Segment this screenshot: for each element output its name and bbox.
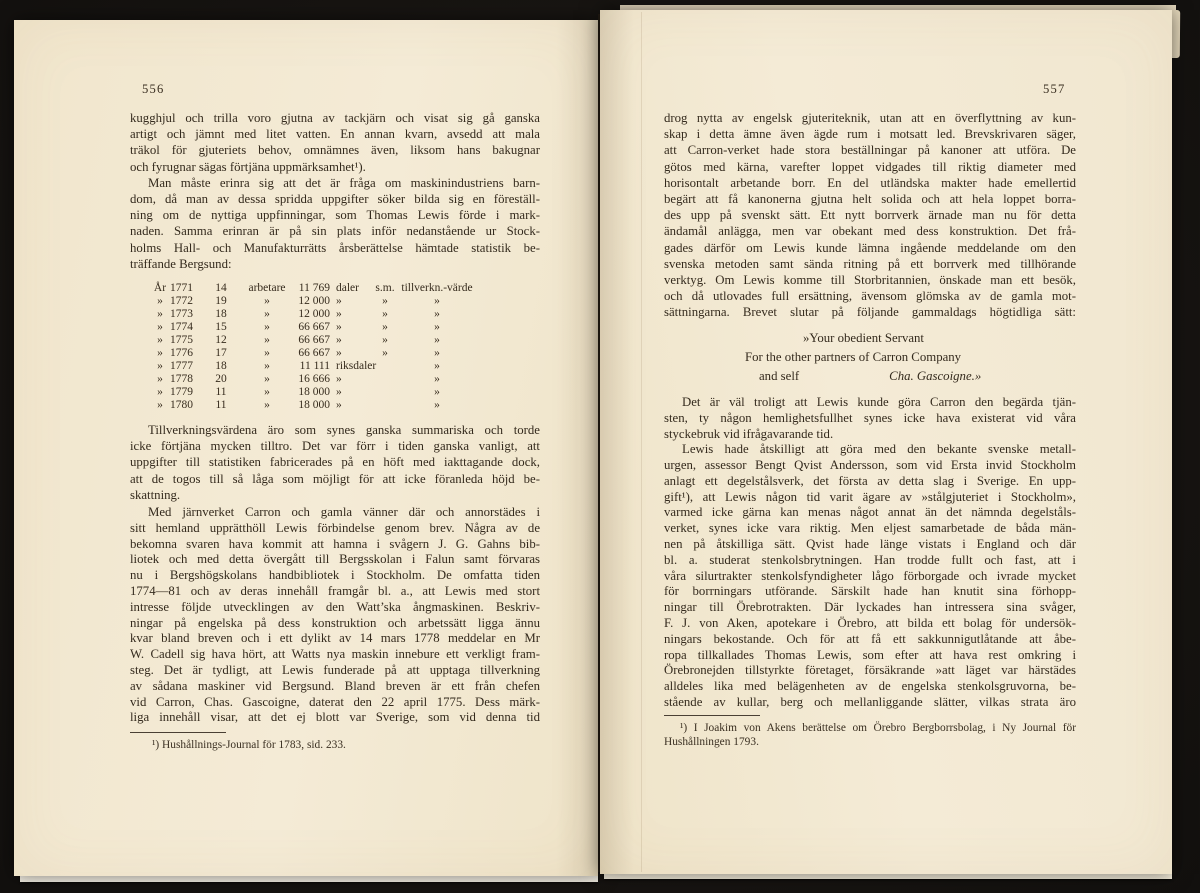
table-cell: 19 <box>215 295 227 308</box>
page-crease <box>641 12 642 872</box>
table-row <box>150 308 540 321</box>
table-cell: 11 769 <box>298 282 330 295</box>
table-cell: 1775 <box>170 334 193 347</box>
table-row <box>150 399 540 412</box>
table-cell: 11 <box>215 399 227 412</box>
table-cell: » <box>264 360 270 373</box>
text-line: kugghjul och trilla voro gjutna av tackjärn och visat sig gå ganska <box>130 111 540 125</box>
table-cell: » <box>264 295 270 308</box>
text-line: horisontalt arbetande borr. En del utländska makter hade emellertid <box>664 175 1076 190</box>
text-line: träkol för gjuteriets behov, omnämnes även, liksom hans bakugnar <box>130 143 540 158</box>
table-cell: 1771 <box>170 282 193 295</box>
table-cell: arbetare <box>248 282 286 295</box>
text-line: och då utlovades full ersättning, ävensom glömska av de gamla mot- <box>664 289 1076 304</box>
table-cell: 66 667 <box>298 347 330 360</box>
table-cell: » <box>157 295 163 308</box>
text-line: styckebruk vid ifrågavarande tid. <box>664 427 834 442</box>
table-row <box>150 295 540 308</box>
table-cell: » <box>434 347 440 360</box>
table-cell: » <box>336 321 342 334</box>
text-line: uppgifter till statistiken fabricerades på en höft med iakttagande dock, <box>130 455 540 470</box>
page-number-left: 556 <box>142 82 165 96</box>
text-line: götos med kärna, varefter loppet vidgades till riktig diameter med <box>664 159 1076 174</box>
table-cell: » <box>264 321 270 334</box>
text-line: kvar bland breven och i ett dylikt av 14 mars 1778 meddelar en Mr <box>130 631 540 646</box>
text-line: anlagt ett degelstålsverk, det första av detta slag i Sverige. En upp- <box>664 473 1076 488</box>
table-cell: 11 111 <box>299 360 330 373</box>
quote-and-self: and self <box>759 368 800 383</box>
text-line: bekomna svaren hava kommit att hamna i svågern J. G. Gahns bib- <box>130 536 540 551</box>
letter-closing-quote <box>664 329 1076 386</box>
table-row <box>150 347 540 360</box>
table-cell: » <box>157 360 163 373</box>
text-line: naden. Samma erinran är på sin plats inför nedanstående ur Stock- <box>130 224 540 239</box>
table-cell: tillverkn.-värde <box>401 282 473 295</box>
table-cell: 1776 <box>170 347 193 360</box>
table-cell: » <box>434 295 440 308</box>
text-line: W. Cadell sig hava hört, att Watts nya maskin innebure ett verkligt fram- <box>130 647 540 662</box>
text-line: stående av kullar, berg och mellanliggande slätter, vilkas strata äro <box>664 695 1076 709</box>
text-line: bl. a. studerat stenkolsbrytningen. Han trodde fullt och fast, att i <box>664 552 1076 567</box>
table-cell: 16 666 <box>298 373 330 386</box>
table-cell: » <box>157 334 163 347</box>
text-line: Tillverkningsvärdena äro som synes ganska summariska och torde <box>148 423 540 438</box>
text-line: varmed icke gärna kan menas något annat än det nämnda degelståls- <box>664 505 1076 520</box>
text-line: verket, synes icke vara riktig. Men eljest samarbetade de båda män- <box>664 521 1076 536</box>
text-line: vid Carron, Chas. Gascoigne, daterat den 22 april 1775. Dess märk- <box>130 694 540 709</box>
text-line: Lewis hade åtskilligt att göra med den bekante svenske metall- <box>682 442 1076 457</box>
right-page-text <box>664 110 1076 749</box>
table-cell: 1773 <box>170 308 193 321</box>
text-line: Med järnverket Carron och gamla vänner där och annorstädes i <box>148 505 540 520</box>
text-line: ändamål anlägga, men var obekant med dess konstruktion. Det frå- <box>664 224 1076 239</box>
table-cell: » <box>382 308 388 321</box>
text-line: sten, ty någon hemlighetsfullhet synes icke hava existerat vid våra <box>664 410 1076 425</box>
text-line: ¹) Hushållnings-Journal för 1783, sid. 233. <box>152 739 346 752</box>
left-page-text <box>130 110 540 752</box>
table-row <box>150 360 540 373</box>
text-line: begärt att få kanonerna gjutna helt solida och att hela loppet borra- <box>664 192 1076 207</box>
paragraph <box>664 394 1076 443</box>
table-cell: 1772 <box>170 295 193 308</box>
table-cell: » <box>382 347 388 360</box>
table-cell: » <box>157 308 163 321</box>
quote-line: »Your obedient Servant <box>803 330 924 345</box>
table-cell: 66 667 <box>298 334 330 347</box>
footnote <box>664 715 1076 749</box>
paragraph <box>130 422 540 503</box>
table-cell: » <box>434 321 440 334</box>
text-line: att de togos till så låga som möjligt för att icke föranleda höjd be- <box>130 471 540 486</box>
table-cell: » <box>382 334 388 347</box>
table-cell: År <box>153 282 167 295</box>
text-line: nen på åtskilliga sätt. Qvist hade länge vistats i England och där <box>664 537 1076 552</box>
text-line: alldeles lika med belägenheten av de engelska stenkolsgruvorna, be- <box>664 679 1076 694</box>
text-line: ¹) I Joakim von Akens berättelse om Örebro Bergborrsbolag, i Ny Journal för <box>680 721 1076 734</box>
paragraph <box>664 110 1076 321</box>
table-cell: 1774 <box>170 321 193 334</box>
table-cell: » <box>157 373 163 386</box>
text-line: ropa tillkallades Thomas Lewis, som efter att hava rest omkring i <box>664 647 1076 662</box>
table-row <box>150 321 540 334</box>
text-line: av sådana maskiner vid Bergsund. Bland breven är ett från chefen <box>130 678 540 693</box>
text-line: sitt hemland upprätthöll Lewis förbindelse genom brev. Några av de <box>130 520 540 535</box>
text-line: för borrningars utförande. Särskilt hade han knutit sina förhopp- <box>664 584 1076 599</box>
text-line: Man måste erinra sig att det är fråga om maskinindustriens barn- <box>148 175 540 190</box>
text-line: Örebronejden tillstyrkte företaget, försäkrande »att läget var härstädes <box>664 663 1076 678</box>
quote-signature: Cha. Gascoigne.» <box>889 368 982 383</box>
table-cell: » <box>434 373 440 386</box>
table-cell <box>370 386 400 399</box>
table-cell: » <box>434 399 440 412</box>
table-cell: 11 <box>215 386 227 399</box>
text-line: gift¹), att Lewis någon tid varit ägare av »stålgjuteriet i Stockholm», <box>664 489 1076 504</box>
table-cell: 14 <box>215 282 227 295</box>
paragraph <box>130 175 540 272</box>
footnote-rule <box>130 732 226 733</box>
table-cell: » <box>434 386 440 399</box>
table-cell: » <box>157 386 163 399</box>
paragraph <box>130 110 540 175</box>
table-cell: » <box>434 360 440 373</box>
table-cell: » <box>264 373 270 386</box>
text-line: nu i Bergshögskolans handbibliotek i Stockholm. De omfatta tiden <box>130 568 540 583</box>
statistics-table <box>150 282 540 412</box>
text-line: holms Hall- och Manufakturrätts årsberättelse hämtade statistik be- <box>130 240 540 255</box>
quote-line: For the other partners of Carron Company <box>745 349 962 364</box>
text-line: verktyg. Om Lewis komme till Storbritannien, önskade man ett besök, <box>664 273 1076 288</box>
table-cell: 18 <box>215 360 227 373</box>
text-line: urgen, assessor Bengt Qvist Andersson, som vid Ersta invid Stockholm <box>664 458 1076 473</box>
text-line: artigt och jämnt med litet vatten. En annan kvarn, avsedd att mala <box>130 127 540 142</box>
table-cell <box>370 360 400 373</box>
underpage-edge-bottom-left <box>20 875 598 882</box>
table-cell: » <box>157 347 163 360</box>
table-cell: » <box>264 308 270 321</box>
table-cell: » <box>434 308 440 321</box>
text-line: des upp på svenskt sätt. Ett nytt borrverk ärnade man nu för detta <box>664 208 1076 223</box>
table-cell: 18 000 <box>298 399 330 412</box>
table-cell: 12 000 <box>298 308 330 321</box>
table-cell: » <box>382 321 388 334</box>
table-cell: daler <box>336 282 359 295</box>
text-line: ning om de nyttiga uppfinningar, som Thomas Lewis förde i mark- <box>130 208 540 223</box>
table-cell: 12 000 <box>298 295 330 308</box>
table-row <box>150 334 540 347</box>
paragraph <box>130 505 540 726</box>
table-cell: 18 000 <box>298 386 330 399</box>
table-cell: 20 <box>215 373 227 386</box>
text-line: ningar på engelska på dess konstruktion och arbetssätt ligga ännu <box>130 615 540 630</box>
footnote <box>130 732 540 752</box>
book-gutter <box>598 14 600 872</box>
text-line: sättningarna. Brevet slutar på följande gammaldags högtidliga sätt: <box>664 305 1076 320</box>
quote-line <box>664 367 1076 386</box>
text-line: skap i detta ämne även ägde rum i motsatt led. Brevskrivaren säger, <box>664 127 1076 142</box>
table-cell: » <box>382 295 388 308</box>
text-line: Det är väl troligt att Lewis kunde göra Carron den begärda tjän- <box>682 394 1076 409</box>
table-cell: » <box>264 399 270 412</box>
text-line: och fyrugnar sägas förtjäna uppmärksamhet¹). <box>130 159 366 174</box>
text-line: ningar till Örebrotrakten. Där lyckades han intressera sina svåger, <box>664 600 1076 615</box>
table-cell: » <box>336 373 342 386</box>
text-line: liotek och med detta övergått till Bergsskolan i Falun samt förvaras <box>130 552 540 567</box>
table-cell: » <box>264 347 270 360</box>
table-cell <box>370 373 400 386</box>
text-line: intresse följde utvecklingen av den Watt’ska ångmaskinen. Beskriv- <box>130 599 540 614</box>
table-cell: 1777 <box>170 360 193 373</box>
text-line: steg. Det är tydligt, att Lewis funderade på att upptaga tillverkning <box>130 663 540 678</box>
text-line: ningars bekostande. Och för att få ett sakkunnigutlåtande att åbe- <box>664 631 1076 646</box>
left-page <box>14 20 598 876</box>
table-cell: » <box>264 386 270 399</box>
text-line: 1774—81 och av deras innehåll framgår bl. a., att Lewis med stort <box>130 584 540 599</box>
table-cell: 1780 <box>170 399 193 412</box>
text-line: dom, då man av dessa spridda uppgifter söker bilda sig en föreställ- <box>130 192 540 207</box>
text-line: gades därför om Lewis kunde lämna ingående meddelande om den <box>664 240 1076 255</box>
table-cell: » <box>157 321 163 334</box>
table-cell: » <box>336 399 342 412</box>
table-cell: 12 <box>215 334 227 347</box>
table-cell: » <box>157 399 163 412</box>
paragraph <box>664 442 1076 711</box>
table-cell: » <box>434 334 440 347</box>
table-cell: » <box>336 295 342 308</box>
table-cell: 17 <box>215 347 227 360</box>
text-line: skattning. <box>130 487 181 502</box>
page-number-right: 557 <box>1043 82 1066 96</box>
table-cell: » <box>336 386 342 399</box>
table-row <box>150 282 540 295</box>
table-cell: 1778 <box>170 373 193 386</box>
text-line: våra silurtrakter stenkolsfyndigheter lågo förborgade och ivrade mycket <box>664 568 1076 583</box>
text-line: att Carron-verket hade stora beställningar på kanoner att utföra. De <box>664 143 1076 158</box>
table-cell: 15 <box>215 321 227 334</box>
right-page <box>600 10 1172 874</box>
table-cell: 1779 <box>170 386 193 399</box>
table-cell: 66 667 <box>298 321 330 334</box>
text-line: Hushållningen 1793. <box>664 735 759 748</box>
table-cell: » <box>336 308 342 321</box>
table-row <box>150 373 540 386</box>
text-line: icke förtjäna mycken tilltro. Det var förr i tiden ganska vanligt, att <box>130 439 540 454</box>
table-row <box>150 386 540 399</box>
table-cell: » <box>336 347 342 360</box>
text-line: drog nytta av engelsk gjuteriteknik, utan att en överflyttning av kun- <box>664 111 1076 125</box>
table-cell <box>370 399 400 412</box>
table-cell: s.m. <box>375 282 395 295</box>
text-line: F. J. von Aken, apotekare i Örebro, att bilda ett bolag för undersök- <box>664 616 1076 631</box>
text-line: liga innehåll visar, att det ej blott var Sverige, som vid denna tid <box>130 710 540 725</box>
text-line: svenska metoden samt sända ritning på ett borrverk med tillhörande <box>664 256 1076 271</box>
table-cell: riksdaler <box>336 360 377 373</box>
table-cell: » <box>264 334 270 347</box>
table-cell: » <box>336 334 342 347</box>
footnote-rule <box>664 715 760 716</box>
table-cell: 18 <box>215 308 227 321</box>
text-line: träffande Bergsund: <box>130 256 232 271</box>
